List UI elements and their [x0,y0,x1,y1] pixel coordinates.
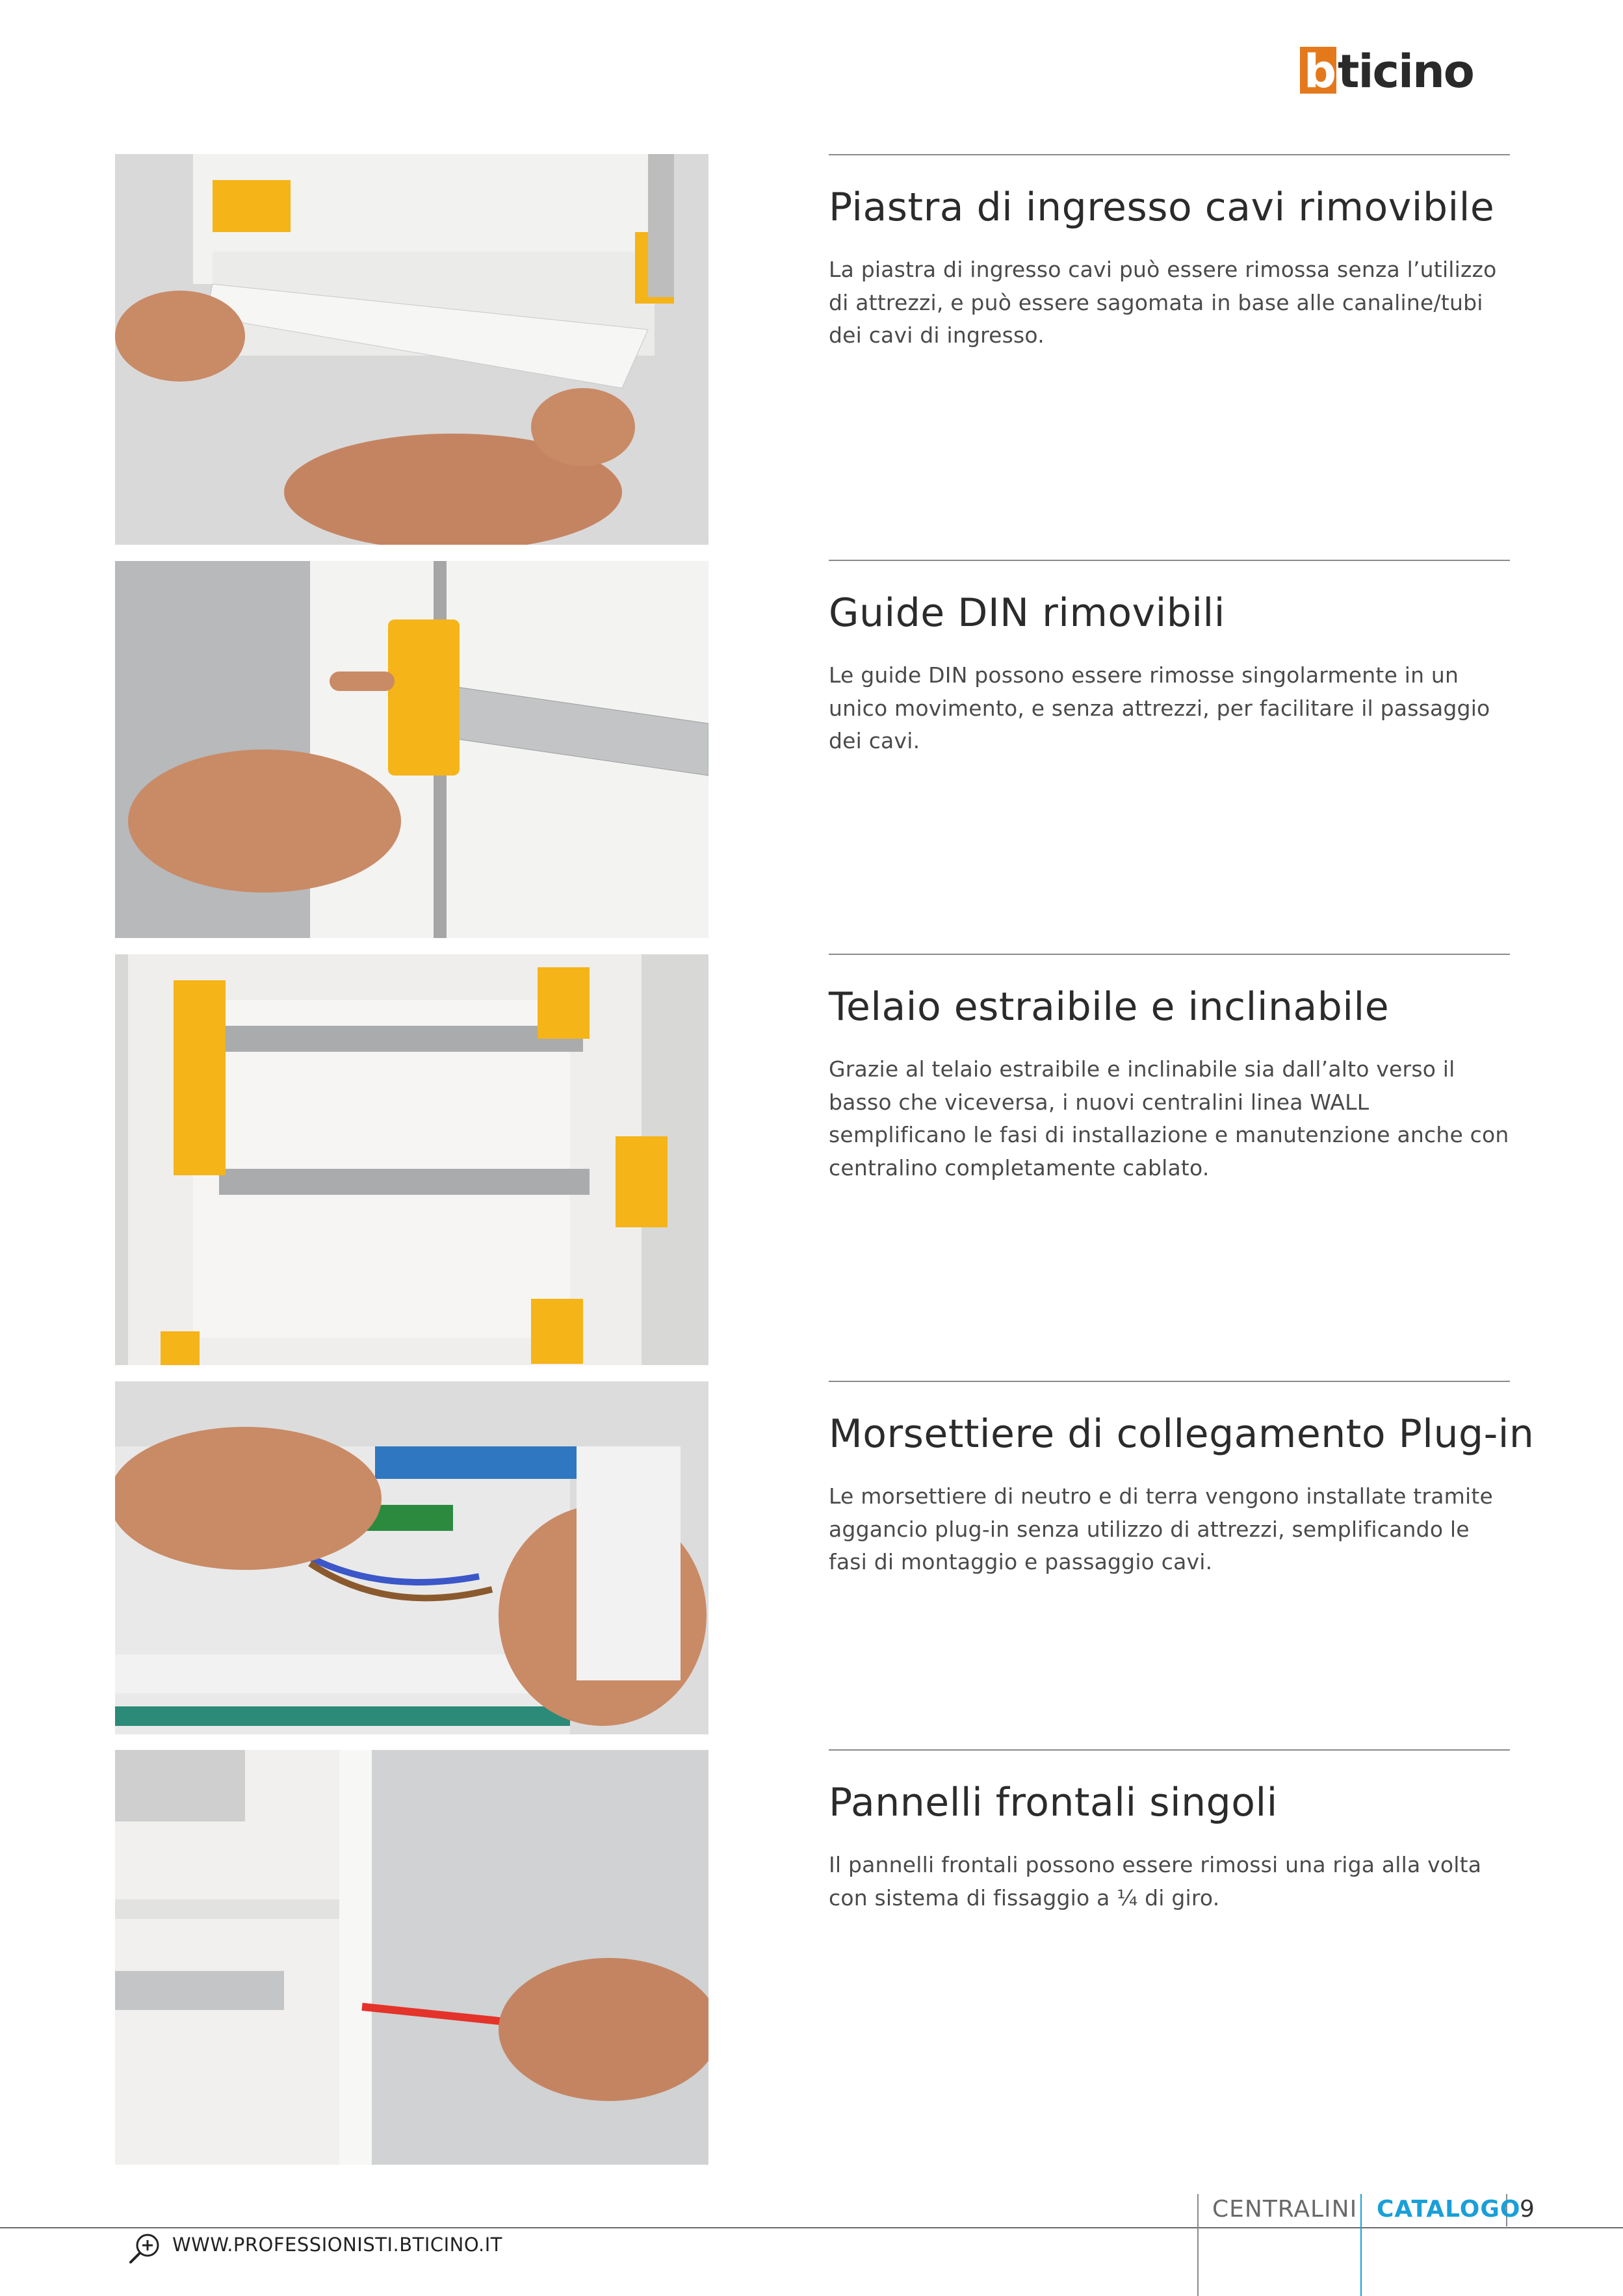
photo-tilting-frame [115,954,708,1365]
search-plus-icon[interactable] [127,2231,162,2266]
feature-section-din-rails [829,560,1510,758]
feature-section-tilting-frame [829,954,1510,1184]
section-divider [829,954,1510,955]
section-title: Piastra di ingresso cavi rimovibile [829,185,1495,230]
footer-catalog-label: CATALOGO [1377,2196,1521,2223]
section-title: Morsettiere di collegamento Plug-in [829,1411,1535,1457]
photo-cable-entry-plate [115,154,708,545]
section-title: Pannelli frontali singoli [829,1780,1278,1825]
photo-plug-in-terminals [115,1381,708,1734]
photo-din-rail [115,561,708,938]
svg-text:b: b [1304,47,1337,94]
bticino-logo [1300,47,1511,94]
section-body: Grazie al telaio estraibile e inclinabile sia dall’alto verso il basso che viceversa, i nuovi centralini linea WALL semplificano le fasi di installazione e manutenzione anche con centralino completamente cablato. [829,1056,1509,1181]
section-body: La piastra di ingresso cavi può essere rimossa senza l’utilizzo di attrezzi, e può essere sagomata in base alle canaline/tubi dei cavi di ingresso. [829,257,1497,348]
section-divider [829,1381,1510,1382]
page-number: 9 [1520,2196,1535,2223]
section-body: Le guide DIN possono essere rimosse singolarmente in un unico movimento, e senza attrezzi, per facilitare il passaggio dei cavi. [829,662,1490,753]
svg-text:ticino: ticino [1338,47,1474,94]
section-body: Le morsettiere di neutro e di terra vengono installate tramite aggancio plug-in senza utilizzo di attrezzi, semplificando le fasi di montaggio e passaggio cavi. [829,1483,1493,1574]
section-divider [829,154,1510,155]
section-title: Guide DIN rimovibili [829,590,1225,636]
footer-separator [1197,2194,1199,2296]
feature-section-cable-entry [829,154,1510,352]
footer-section-label: CENTRALINI [1212,2196,1358,2223]
section-body: Il pannelli frontali possono essere rimossi una riga alla volta con sistema di fissaggio a ¼ di giro. [829,1852,1482,1911]
feature-section-plug-in-terminals [829,1381,1535,1579]
section-divider [829,560,1510,561]
photo-front-panels [115,1750,708,2165]
website-link[interactable]: WWW.PROFESSIONISTI.BTICINO.IT [172,2234,503,2256]
feature-section-front-panels [829,1749,1510,1914]
footer-separator [1360,2194,1362,2296]
section-title: Telaio estraibile e inclinabile [829,984,1390,1030]
section-divider [829,1749,1510,1751]
footer-divider [0,2227,1623,2228]
